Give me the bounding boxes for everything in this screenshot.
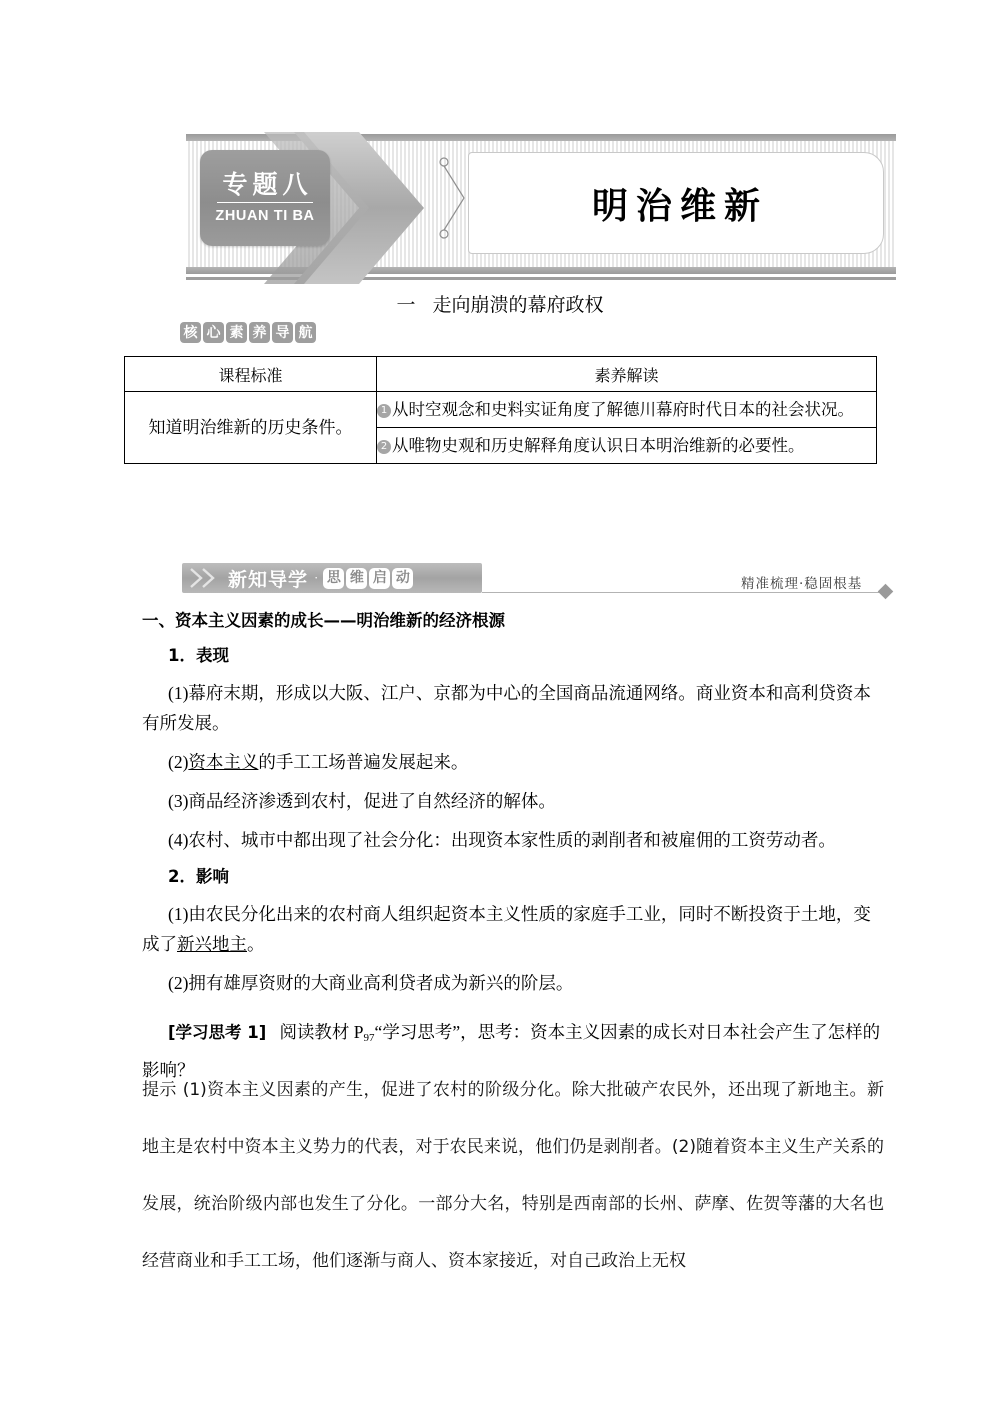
chapter-header-banner — [186, 134, 896, 282]
item-keyword: 新兴地主 — [177, 934, 247, 954]
item-text-tail: 。 — [247, 934, 265, 954]
item-prefix: (3) — [168, 791, 189, 811]
section-subtitle-char: 启 — [369, 568, 390, 589]
study-think-text-a: 阅读教材 P — [279, 1022, 364, 1042]
interpretation-text: 从时空观念和史料实证角度了解德川幕府时代日本的社会状况。 — [392, 400, 854, 419]
list-item — [142, 678, 882, 738]
lesson-title-text: 走向崩溃的幕府政权 — [432, 295, 604, 316]
item-text: 商品经济渗透到农村，促进了自然经济的解体。 — [188, 791, 556, 811]
section-banner-title: 新知导学 — [228, 568, 309, 591]
standard-cell: 知道明治维新的历史条件。 — [125, 392, 377, 464]
table-header-row — [125, 357, 877, 392]
literacy-badge-char: 航 — [295, 322, 316, 343]
literacy-badge-char: 养 — [249, 322, 270, 343]
table-row — [125, 392, 877, 428]
list-item — [142, 825, 882, 855]
literacy-badge-char: 心 — [203, 322, 224, 343]
page-title: 明治维新 — [591, 185, 768, 227]
literacy-badge-char: 核 — [180, 322, 201, 343]
table-header-standard: 课程标准 — [125, 357, 377, 392]
section-divider-rule — [482, 592, 880, 593]
topic-badge-pinyin: ZHUAN TI BA — [215, 208, 315, 224]
page-reference-number: 97 — [363, 1032, 375, 1044]
item-prefix: (2) — [168, 752, 189, 772]
list-item — [142, 747, 882, 777]
lesson-heading — [0, 290, 1000, 317]
list-item — [142, 786, 882, 816]
topic-badge-chinese: 专题八 — [217, 172, 312, 203]
study-think-tag: [学习思考 1] — [168, 1023, 267, 1042]
item-prefix: (1) — [168, 683, 189, 703]
body-subheading-1: 1．表现 — [168, 646, 229, 665]
section-banner — [182, 563, 482, 593]
body-heading: 一、资本主义因素的成长——明治维新的经济根源 — [142, 611, 505, 630]
item-text: 的手工工场普遍发展起来。 — [258, 752, 469, 772]
section-subtitle-char: 思 — [323, 568, 344, 589]
interpretation-cell — [377, 428, 877, 464]
connector-dots-icon — [438, 156, 472, 240]
body-subheading-2: 2．影响 — [168, 867, 229, 886]
curriculum-standard-table — [124, 356, 877, 464]
lesson-number: 一 — [396, 295, 416, 316]
topic-number-badge — [200, 150, 330, 246]
section-tagline: 精准梳理·稳固根基 — [741, 576, 863, 592]
literacy-badge-char: 导 — [272, 322, 293, 343]
interpretation-cell — [377, 392, 877, 428]
diamond-icon — [878, 584, 894, 600]
interpretation-text: 从唯物史观和历史解释角度认识日本明治维新的必要性。 — [392, 436, 805, 455]
item-prefix: (4) — [168, 830, 189, 850]
hint-answer-block — [142, 1062, 884, 1290]
list-item — [142, 899, 882, 959]
core-literacy-badge — [180, 322, 316, 343]
item-text: 幕府末期，形成以大阪、江户、京都为中心的全国商品流通网络。商业资本和高利贷资本有所发展。 — [142, 683, 871, 733]
item-prefix: (2) — [168, 973, 189, 993]
item-text: 由农民分化出来的农村商人组织起资本主义性质的家庭手工业，同时不断投资于土地，变成了 — [142, 904, 871, 954]
section-banner-subtitle — [323, 568, 413, 589]
chapter-title-box — [468, 152, 884, 254]
hint-text: (1)资本主义因素的产生，促进了农村的阶级分化。除大批破产农民外，还出现了新地主。新地主是农村中资本主义势力的代表，对于农民来说，他们仍是剥削者。(2)随着资本主义生产关系的发展，统治阶级内部也发生了分化。一部分大名，特别是西南部的长州、萨摩、佐贺等藩的大名也经营商业和手工工场，他们逐渐与商人、资本家接近，对自己政治上无权 — [142, 1080, 884, 1271]
item-text: 拥有雄厚资财的大商业高利贷者成为新兴的阶层。 — [188, 973, 574, 993]
hint-label: 提示 — [142, 1080, 177, 1100]
item-prefix: (1) — [168, 904, 189, 924]
section-subtitle-char: 动 — [392, 568, 413, 589]
list-item — [142, 968, 882, 998]
section-banner-separator: · — [314, 570, 319, 585]
item-keyword: 资本主义 — [188, 752, 259, 772]
study-think-text-b: “学习思考”，思考：资本主义因素的成长对日本社会产生了怎样的影响？ — [142, 1022, 881, 1080]
marker-two-icon: 2 — [377, 440, 391, 454]
marker-one-icon: 1 — [377, 404, 391, 418]
literacy-badge-char: 素 — [226, 322, 247, 343]
double-chevron-icon — [188, 566, 224, 590]
lesson-body — [142, 608, 882, 1086]
item-text: 农村、城市中都出现了社会分化：出现资本家性质的剥削者和被雇佣的工资劳动者。 — [188, 830, 836, 850]
table-header-interpretation: 素养解读 — [377, 357, 877, 392]
section-subtitle-char: 维 — [346, 568, 367, 589]
